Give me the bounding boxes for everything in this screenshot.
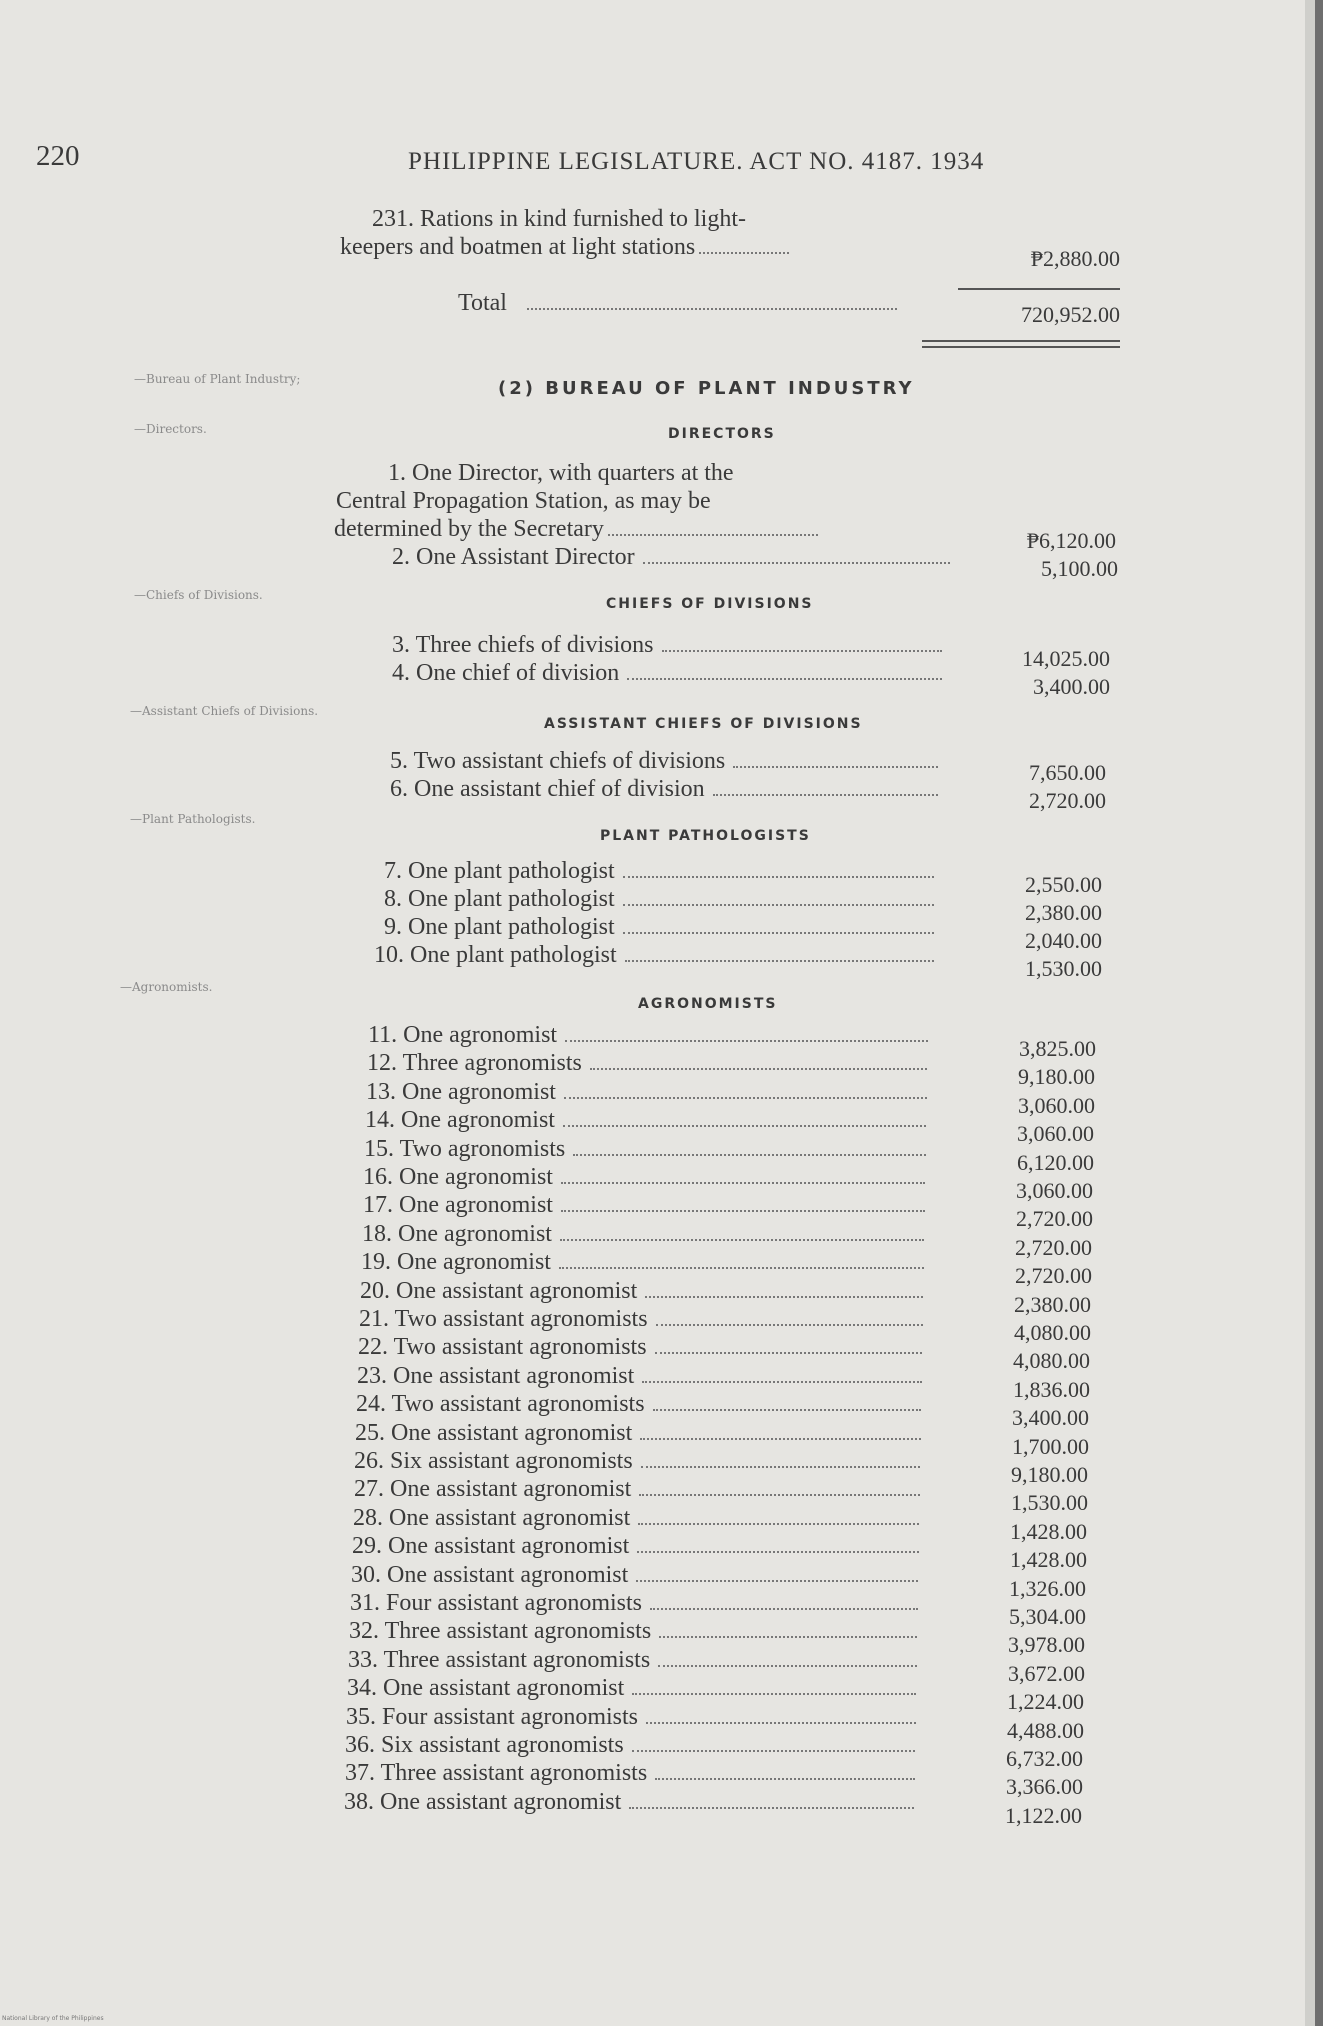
director-amount: ₱6,120.00 [1026, 528, 1116, 553]
item-text: One assistant agronomist [391, 1420, 633, 1446]
list-item [350, 1590, 918, 1617]
item-amount: 6,120.00 [1017, 1150, 1094, 1175]
leader-dots [623, 876, 934, 878]
item-amount: 2,720.00 [1029, 788, 1106, 813]
item-text: Four assistant agronomists [382, 1704, 638, 1730]
item-number: 7. [384, 858, 402, 884]
item-amount: 1,428.00 [1010, 1519, 1087, 1544]
item-text: One assistant agronomist [387, 1562, 629, 1588]
item-amount: 1,836.00 [1013, 1377, 1090, 1402]
margin-note-directors: —Directors. [134, 422, 207, 436]
list-item [354, 1448, 920, 1475]
item-text: One plant pathologist [408, 858, 615, 884]
item-number: 35. [346, 1704, 376, 1730]
leader-dots [662, 650, 942, 652]
leader-dots [561, 1182, 925, 1184]
item-text: Three assistant agronomists [380, 1760, 648, 1786]
item-number: 24. [356, 1391, 386, 1417]
item-amount: 6,732.00 [1006, 1746, 1083, 1771]
item-text: One assistant agronomist [390, 1476, 632, 1502]
item-text: Two assistant agronomists [394, 1306, 648, 1332]
footer-credit: National Library of the Philippines [2, 2015, 104, 2022]
item-number: 4. [392, 660, 410, 686]
item-amount: 1,530.00 [1011, 1490, 1088, 1515]
item-amount: 3,366.00 [1006, 1774, 1083, 1799]
list-item [368, 1022, 928, 1049]
item-amount: 1,326.00 [1009, 1576, 1086, 1601]
item-amount: 5,100.00 [1041, 556, 1118, 581]
list-item [347, 1675, 916, 1702]
list-item [365, 1107, 926, 1134]
item-amount: 3,825.00 [1019, 1036, 1096, 1061]
item-text: Two assistant agronomists [393, 1334, 647, 1360]
margin-note-pathologists: —Plant Pathologists. [130, 812, 256, 826]
item-amount: 1,530.00 [1025, 956, 1102, 981]
item-amount: 5,304.00 [1009, 1604, 1086, 1629]
item-text: One assistant agronomist [389, 1505, 631, 1531]
leader-dots [636, 1580, 918, 1582]
leader-dots [713, 794, 938, 796]
leader-dots [650, 1608, 918, 1610]
director-line3: determined by the Secretary [334, 516, 818, 543]
item-text: One agronomist [403, 1022, 558, 1048]
running-head: PHILIPPINE LEGISLATURE. ACT NO. 4187. 1934 [408, 148, 985, 175]
leader-dots [655, 1778, 915, 1780]
leader-dots [645, 1296, 923, 1298]
item-number: 2. [392, 544, 410, 570]
heading-agronomists: AGRONOMISTS [638, 996, 778, 1012]
director-line2: Central Propagation Station, as may be [336, 488, 711, 514]
item-text: One Assistant Director [416, 544, 635, 570]
list-item [392, 544, 950, 571]
list-item [358, 1334, 922, 1361]
item-amount: 7,650.00 [1029, 760, 1106, 785]
item-text: One agronomist [399, 1164, 553, 1190]
list-item [390, 776, 938, 803]
item-amount: 9,180.00 [1018, 1064, 1095, 1089]
item-number: 21. [359, 1306, 389, 1332]
item-text: Three assistant agronomists [384, 1618, 652, 1644]
heading-asst-chiefs: ASSISTANT CHIEFS OF DIVISIONS [544, 716, 863, 732]
margin-note-chiefs: —Chiefs of Divisions. [134, 588, 263, 602]
leader-dots [658, 1665, 917, 1667]
item-text: One assistant agronomist [396, 1278, 638, 1304]
list-item [363, 1192, 925, 1219]
list-item [346, 1704, 916, 1731]
leader-dots [564, 1097, 927, 1099]
leader-dots [639, 1494, 920, 1496]
leader-dots [625, 960, 934, 962]
item-amount: 3,978.00 [1008, 1632, 1085, 1657]
item-number: 16. [363, 1164, 393, 1190]
leader-dots [637, 1551, 919, 1553]
item-amount: 1,428.00 [1010, 1547, 1087, 1572]
list-item [349, 1618, 917, 1645]
item-text: One agronomist [401, 1107, 555, 1133]
section-title: (2) BUREAU OF PLANT INDUSTRY [498, 378, 915, 399]
item-amount: 2,380.00 [1025, 900, 1102, 925]
item-number: 26. [354, 1448, 384, 1474]
item-amount: 2,040.00 [1025, 928, 1102, 953]
item-number: 28. [353, 1505, 383, 1531]
list-item [392, 632, 942, 659]
leader-dots [659, 1636, 917, 1638]
heading-chiefs: CHIEFS OF DIVISIONS [606, 596, 814, 612]
leader-dots [642, 1381, 922, 1383]
item-text: Two assistant chiefs of divisions [413, 748, 726, 774]
item-amount: 3,060.00 [1016, 1178, 1093, 1203]
total-amount: 720,952.00 [1021, 302, 1120, 327]
list-item [348, 1647, 917, 1674]
list-item [384, 886, 934, 913]
leader-dots [638, 1523, 919, 1525]
item-text: One plant pathologist [408, 886, 615, 912]
list-item [354, 1476, 920, 1503]
item-text: Two agronomists [399, 1136, 566, 1162]
list-item [356, 1391, 921, 1418]
item-text: One assistant agronomist [383, 1675, 625, 1701]
item-number: 15. [364, 1136, 394, 1162]
leader-dots [655, 1352, 922, 1354]
list-item [353, 1505, 919, 1532]
leader-dots [561, 1210, 925, 1212]
list-item [367, 1050, 927, 1077]
list-item [359, 1306, 923, 1333]
leader-dots [560, 1239, 924, 1241]
item-number: 22. [358, 1334, 388, 1360]
item-amount: 4,488.00 [1007, 1718, 1084, 1743]
item-text: One assistant chief of division [414, 776, 705, 802]
item-number: 3. [392, 632, 410, 658]
item-number: 30. [351, 1562, 381, 1588]
list-item [355, 1420, 921, 1447]
leader-dots [590, 1068, 927, 1070]
leader-dots [573, 1154, 926, 1156]
list-item [374, 942, 934, 969]
list-item [384, 858, 934, 885]
item-amount: 2,380.00 [1014, 1292, 1091, 1317]
item-amount: 2,720.00 [1016, 1206, 1093, 1231]
item-number: 31. [350, 1590, 380, 1616]
margin-note-agronomists: —Agronomists. [120, 980, 213, 994]
item-amount: 3,060.00 [1017, 1121, 1094, 1146]
item-number: 13. [366, 1079, 396, 1105]
item-number: 12. [367, 1050, 397, 1076]
top-entry-line1: 231. Rations in kind furnished to light- [372, 206, 746, 232]
item-amount: 1,122.00 [1005, 1803, 1082, 1828]
leader-dots [565, 1040, 928, 1042]
list-item [345, 1732, 915, 1759]
list-item [390, 748, 938, 775]
item-number: 10. [374, 942, 404, 968]
list-item [357, 1363, 922, 1390]
item-amount: 2,720.00 [1015, 1235, 1092, 1260]
top-entry-line2: keepers and boatmen at light stations [340, 234, 789, 261]
heading-pathologists: PLANT PATHOLOGISTS [600, 828, 811, 844]
list-item [363, 1164, 925, 1191]
item-number: 11. [368, 1022, 398, 1048]
item-number: 9. [384, 914, 402, 940]
list-item [361, 1249, 924, 1276]
item-amount: 1,700.00 [1012, 1434, 1089, 1459]
item-text: One assistant agronomist [388, 1533, 630, 1559]
item-number: 8. [384, 886, 402, 912]
item-text: One plant pathologist [408, 914, 615, 940]
list-item [360, 1278, 923, 1305]
total-rule-1 [922, 340, 1120, 342]
item-number: 14. [365, 1107, 395, 1133]
list-item [352, 1533, 919, 1560]
item-amount: 2,720.00 [1015, 1263, 1092, 1288]
item-amount: 9,180.00 [1011, 1462, 1088, 1487]
item-number: 19. [361, 1249, 391, 1275]
item-number: 18. [362, 1221, 392, 1247]
item-number: 6. [390, 776, 408, 802]
item-text: One agronomist [398, 1221, 552, 1247]
item-number: 27. [354, 1476, 384, 1502]
item-text: Three agronomists [402, 1050, 582, 1076]
item-number: 38. [344, 1789, 374, 1815]
page-number: 220 [36, 140, 80, 172]
item-text: Six assistant agronomists [381, 1732, 624, 1758]
item-text: Three assistant agronomists [383, 1647, 651, 1673]
item-number: 36. [345, 1732, 375, 1758]
item-amount: 2,550.00 [1025, 872, 1102, 897]
item-number: 34. [347, 1675, 377, 1701]
leader-dots [559, 1267, 924, 1269]
leader-dots [656, 1324, 923, 1326]
subtotal-rule [958, 288, 1120, 290]
item-number: 23. [357, 1363, 387, 1389]
item-amount: 14,025.00 [1022, 646, 1110, 671]
margin-note-asst-chiefs: —Assistant Chiefs of Divisions. [130, 704, 319, 718]
item-number: 20. [360, 1278, 390, 1304]
leader-dots [640, 1438, 921, 1440]
leader-dots [632, 1693, 916, 1695]
leader-dots [563, 1125, 926, 1127]
leader-dots [627, 678, 942, 680]
item-amount: 1,224.00 [1007, 1689, 1084, 1714]
list-item [366, 1079, 927, 1106]
heading-directors: DIRECTORS [668, 426, 776, 442]
item-text: One assistant agronomist [380, 1789, 622, 1815]
list-item [392, 660, 942, 687]
item-text: Three chiefs of divisions [415, 632, 654, 658]
item-text: One chief of division [416, 660, 620, 686]
page-edge-shadow [1305, 0, 1315, 2026]
leader-dots [646, 1722, 916, 1724]
top-entry-amount: ₱2,880.00 [1030, 246, 1120, 271]
list-item [351, 1562, 918, 1589]
item-amount: 3,400.00 [1033, 674, 1110, 699]
item-amount: 3,060.00 [1018, 1093, 1095, 1118]
item-amount: 4,080.00 [1014, 1320, 1091, 1345]
list-item [344, 1789, 914, 1816]
item-text: One plant pathologist [410, 942, 617, 968]
item-text: One agronomist [399, 1192, 553, 1218]
list-item [384, 914, 934, 941]
item-number: 25. [355, 1420, 385, 1446]
item-number: 5. [390, 748, 408, 774]
item-amount: 4,080.00 [1013, 1348, 1090, 1373]
total-rule-2 [922, 346, 1120, 348]
item-text: Six assistant agronomists [390, 1448, 633, 1474]
item-text: One agronomist [397, 1249, 551, 1275]
page-edge [1315, 0, 1323, 2026]
leader-dots [733, 766, 938, 768]
item-text: One assistant agronomist [393, 1363, 635, 1389]
item-number: 37. [345, 1760, 375, 1786]
list-item [364, 1136, 926, 1163]
item-text: Four assistant agronomists [386, 1590, 642, 1616]
item-number: 33. [348, 1647, 378, 1673]
item-text: One agronomist [402, 1079, 556, 1105]
leader-dots [629, 1807, 914, 1809]
leader-dots [653, 1409, 921, 1411]
item-amount: 3,400.00 [1012, 1405, 1089, 1430]
item-number: 17. [363, 1192, 393, 1218]
item-number: 32. [349, 1618, 379, 1644]
item-number: 29. [352, 1533, 382, 1559]
list-item [362, 1221, 924, 1248]
leader-dots [632, 1750, 915, 1752]
list-item [345, 1760, 915, 1787]
leader-dots [641, 1466, 920, 1468]
leader-dots [623, 904, 934, 906]
item-text: Two assistant agronomists [391, 1391, 645, 1417]
margin-note-bureau: —Bureau of Plant Industry; [134, 372, 301, 386]
total-label: Total [458, 290, 897, 317]
leader-dots [643, 562, 950, 564]
director-line1: 1. One Director, with quarters at the [388, 460, 734, 486]
item-amount: 3,672.00 [1008, 1661, 1085, 1686]
leader-dots [623, 932, 934, 934]
